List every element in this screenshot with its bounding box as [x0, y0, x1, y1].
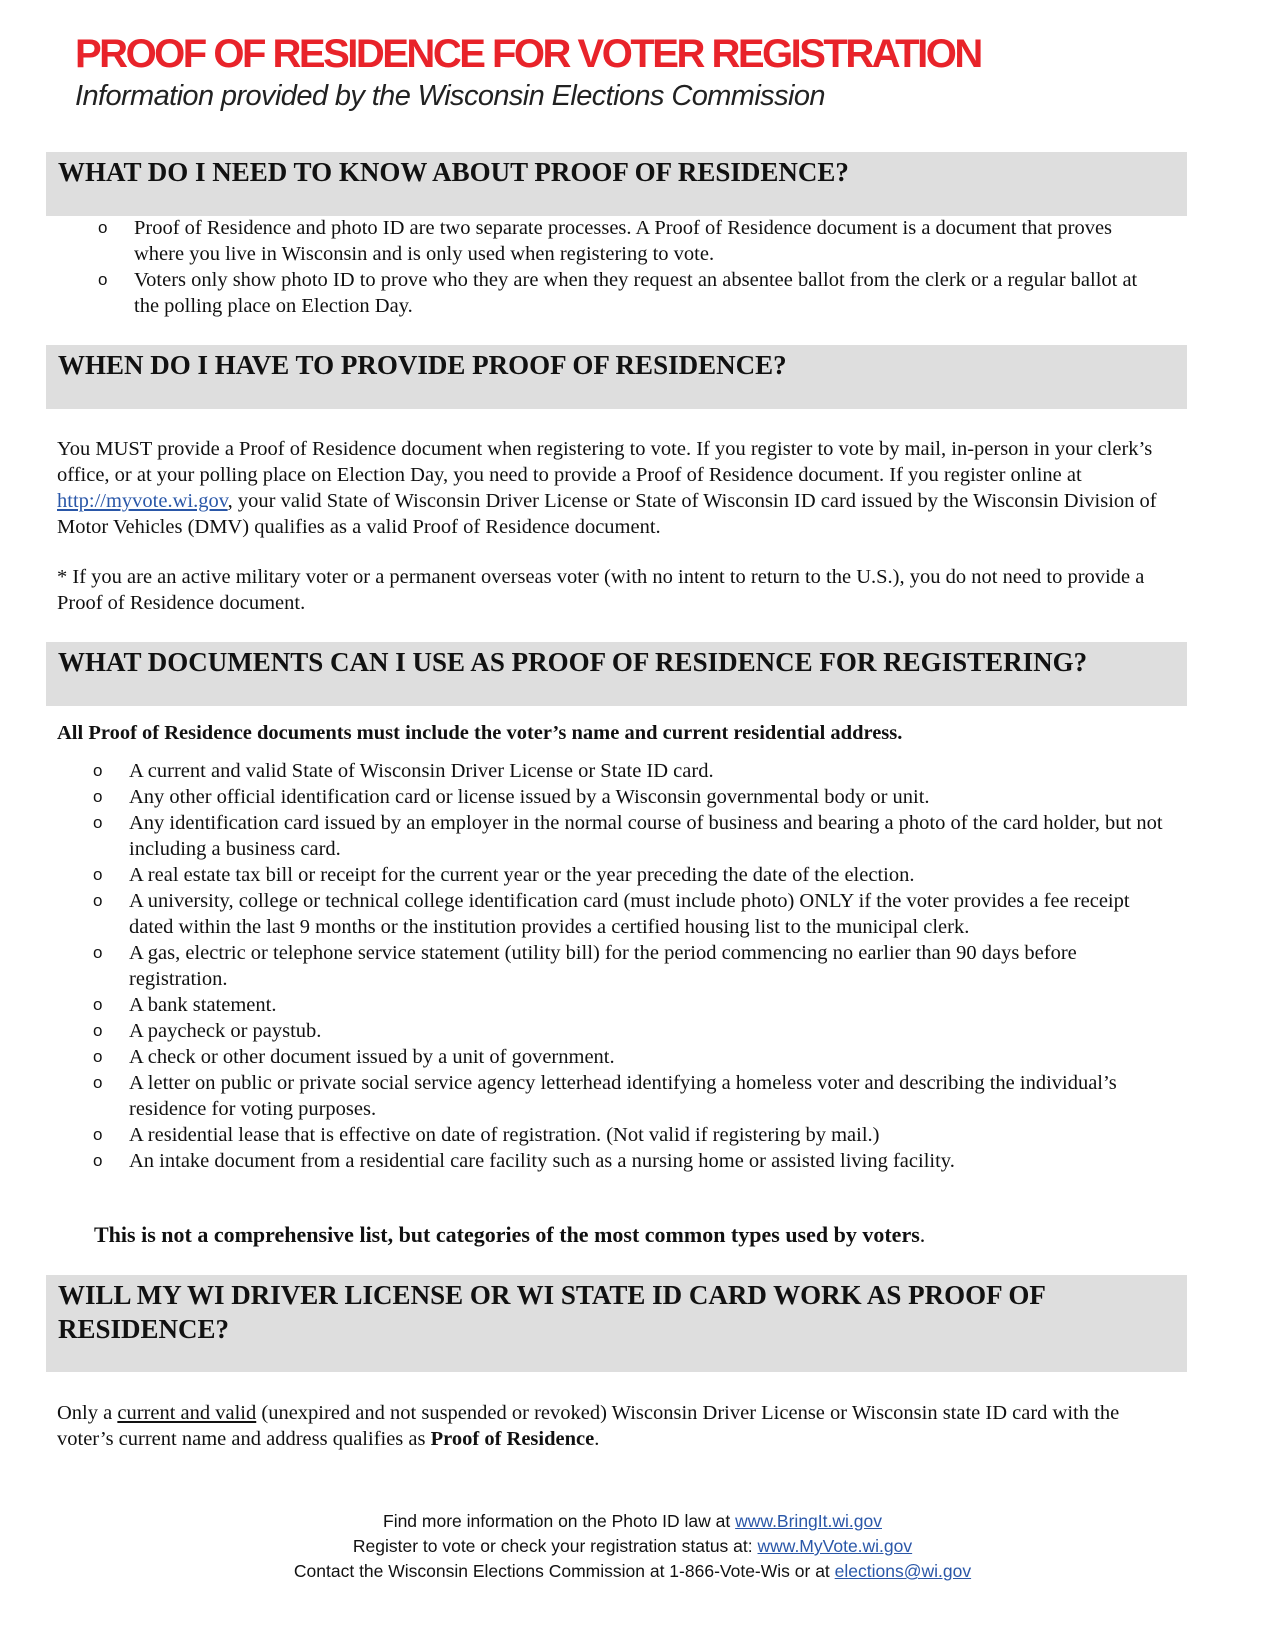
section-1-heading: WHAT DO I NEED TO KNOW ABOUT PROOF OF RESIDENCE? — [58, 157, 849, 187]
section-2-text-a: You MUST provide a Proof of Residence document when registering to vote. If you register to vote by mail, in-person in your clerk’s office, or at your polling place on Election Day, you need to provide a Proof of Residence document. If you register online at — [57, 438, 1153, 486]
list-item: o A current and valid State of Wisconsin Driver License or State ID card. — [93, 758, 1163, 784]
list-item: o A check or other document issued by a unit of government. — [93, 1044, 1163, 1070]
closing-note — [94, 1222, 1184, 1248]
section-1-band — [46, 152, 1187, 216]
p-middle: (unexpired and not suspended or revoked) Wisconsin Driver License or Wisconsin state ID card with the voter’s current name and address qualifies as — [57, 1402, 1120, 1450]
military-note: * If you are an active military voter or a permanent overseas voter (with no intent to return to the U.S.), you do not need to provide a Proof of Residence document. — [57, 566, 1145, 614]
list-item: o A residential lease that is effective on date of registration. (Not valid if registering by mail.) — [93, 1122, 1163, 1148]
myvote-link[interactable]: http://myvote.wi.gov — [57, 490, 228, 512]
list-item: o An intake document from a residential care facility such as a nursing home or assisted living facility. — [93, 1148, 1163, 1174]
list-item: o A paycheck or paystub. — [93, 1018, 1163, 1044]
footer-text-2: Register to vote or check your registration status at: — [352, 1536, 758, 1556]
page-title: PROOF OF RESIDENCE FOR VOTER REGISTRATION — [75, 32, 981, 76]
section-4-heading: WILL MY WI DRIVER LICENSE OR WI STATE ID CARD WORK AS PROOF OF RESIDENCE? — [58, 1280, 1045, 1344]
list-item: o A real estate tax bill or receipt for the current year or the year preceding the date of the election. — [93, 862, 1163, 888]
section-2-heading: WHEN DO I HAVE TO PROVIDE PROOF OF RESIDENCE? — [58, 350, 787, 380]
section-1-list — [98, 215, 1158, 319]
list-item: o Any other official identification card or license issued by a Wisconsin governmental body or unit. — [93, 784, 1163, 810]
list-item: o Any identification card issued by an employer in the normal course of business and bearing a photo of the card holder, but not including a business card. — [93, 810, 1163, 862]
p-current-valid: current and valid — [117, 1402, 257, 1424]
section-3-heading: WHAT DOCUMENTS CAN I USE AS PROOF OF RESIDENCE FOR REGISTERING? — [58, 647, 1088, 677]
page-subtitle: Information provided by the Wisconsin Elections Commission — [75, 80, 825, 112]
p-proof-of-residence: Proof of Residence — [430, 1428, 595, 1450]
footer-line-1 — [0, 1509, 1265, 1534]
footer-text-1: Find more information on the Photo ID law at — [383, 1511, 736, 1531]
documents-intro: All Proof of Residence documents must include the voter’s name and current residential address. — [57, 722, 903, 744]
footer-text-3: Contact the Wisconsin Elections Commission at 1-866-Vote-Wis or at — [293, 1561, 835, 1581]
bringit-link[interactable]: www.BringIt.wi.gov — [735, 1511, 882, 1531]
list-item: o A university, college or technical college identification card (must include photo) ONLY if the voter provides a fee receipt dated within the last 9 months or the institution provides a certified housing list to the municipal clerk. — [93, 888, 1163, 940]
list-item: o Proof of Residence and photo ID are two separate processes. A Proof of Residence document is a document that proves where you live in Wisconsin and is only used when registering to vote. — [98, 215, 1158, 267]
footer-line-3 — [0, 1559, 1265, 1584]
list-item: o Voters only show photo ID to prove who they are when they request an absentee ballot from the clerk or a regular ballot at the polling place on Election Day. — [98, 267, 1158, 319]
footer-line-2 — [0, 1534, 1265, 1559]
section-2-band — [46, 345, 1187, 409]
section-3-band — [46, 642, 1187, 706]
elections-email-link[interactable]: elections@wi.gov — [834, 1561, 972, 1581]
section-2-paragraph — [57, 436, 1177, 540]
footer — [0, 1509, 1265, 1584]
p-end: . — [594, 1428, 600, 1450]
section-2-text-b: , your valid State of Wisconsin Driver License or State of Wisconsin ID card issued by the Wisconsin Division of Motor Vehicles (DMV) qualifies as a valid Proof of Residence document. — [57, 490, 1157, 538]
closing-period: . — [919, 1222, 926, 1247]
myvote-footer-link[interactable]: www.MyVote.wi.gov — [757, 1536, 913, 1556]
list-item: o A gas, electric or telephone service statement (utility bill) for the period commencing no earlier than 90 days before registration. — [93, 940, 1163, 992]
p-only: Only a — [57, 1402, 118, 1424]
list-item: o A bank statement. — [93, 992, 1163, 1018]
documents-list — [93, 758, 1163, 1174]
list-item: o A letter on public or private social service agency letterhead identifying a homeless voter and describing the individual’s residence for voting purposes. — [93, 1070, 1163, 1122]
closing-text: This is not a comprehensive list, but categories of the most common types used by voters — [94, 1222, 920, 1247]
section-4-band — [46, 1275, 1187, 1372]
section-4-paragraph — [57, 1400, 1177, 1452]
